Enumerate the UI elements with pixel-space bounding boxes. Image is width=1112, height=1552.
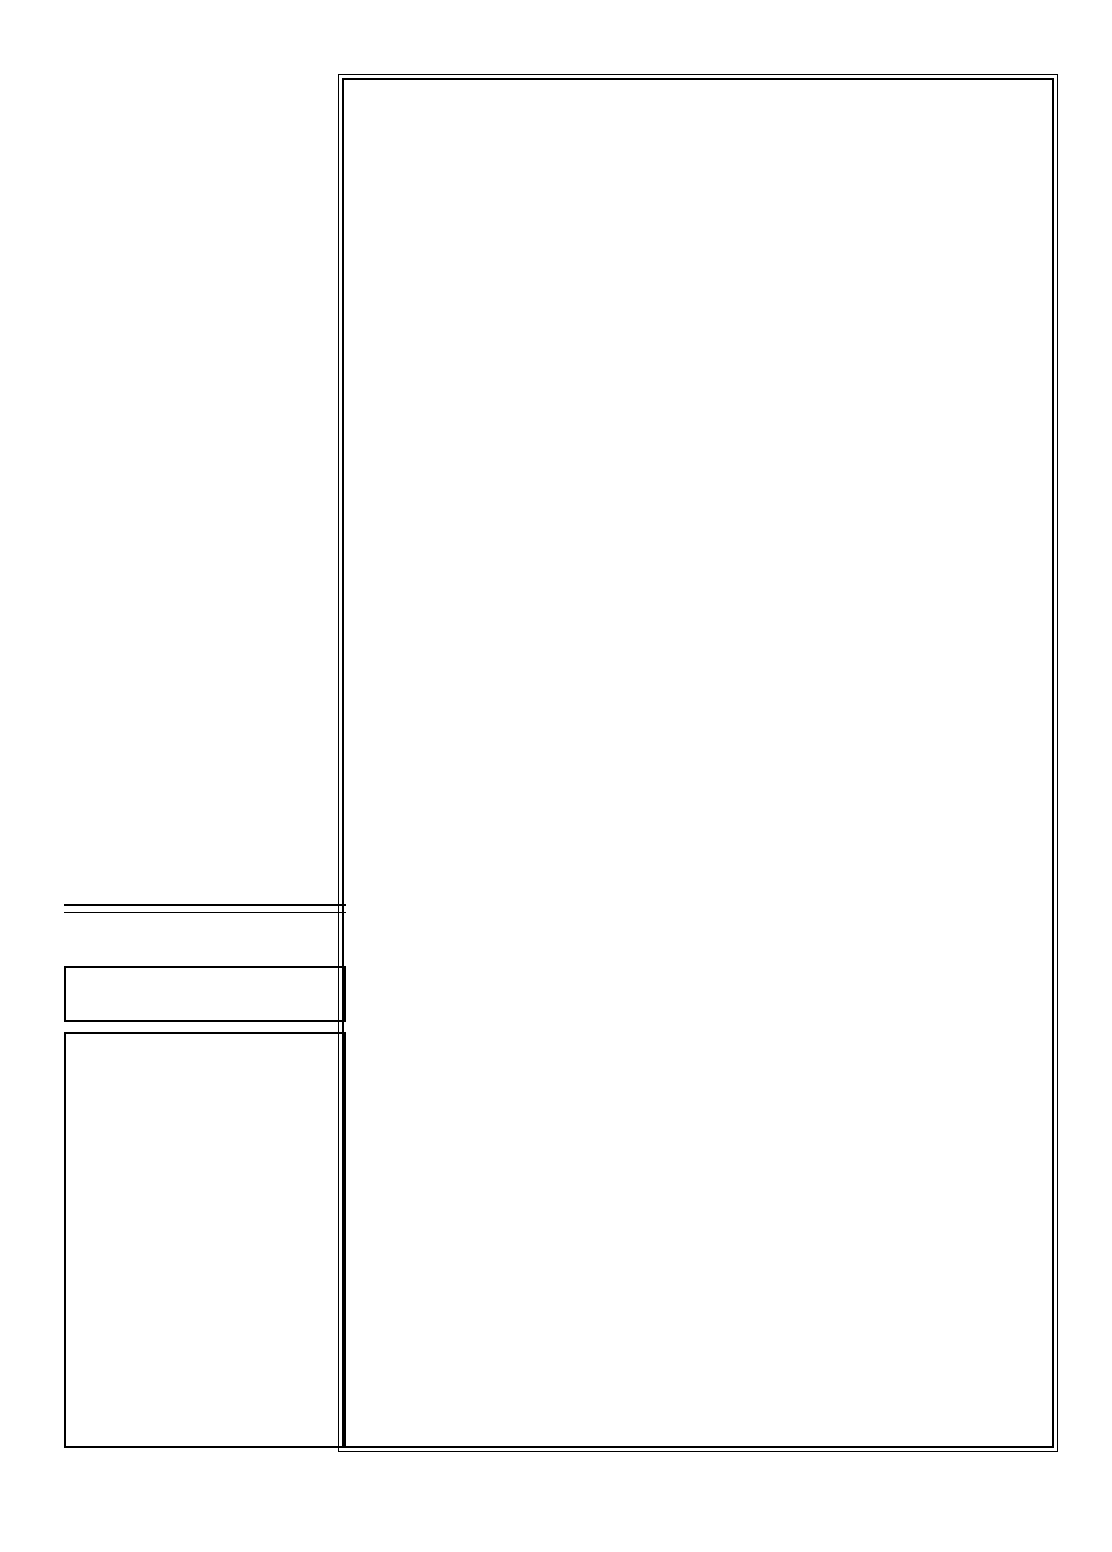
page-footer-text — [22, 1448, 1090, 1514]
commentary-column — [342, 78, 1054, 1448]
column-divider — [64, 904, 346, 913]
hadith-text-column — [64, 82, 346, 902]
hadith-text-ending — [64, 918, 346, 952]
chapter-heading-box — [64, 966, 346, 1022]
running-head — [22, 30, 1090, 76]
side-commentary-box — [64, 1032, 346, 1448]
